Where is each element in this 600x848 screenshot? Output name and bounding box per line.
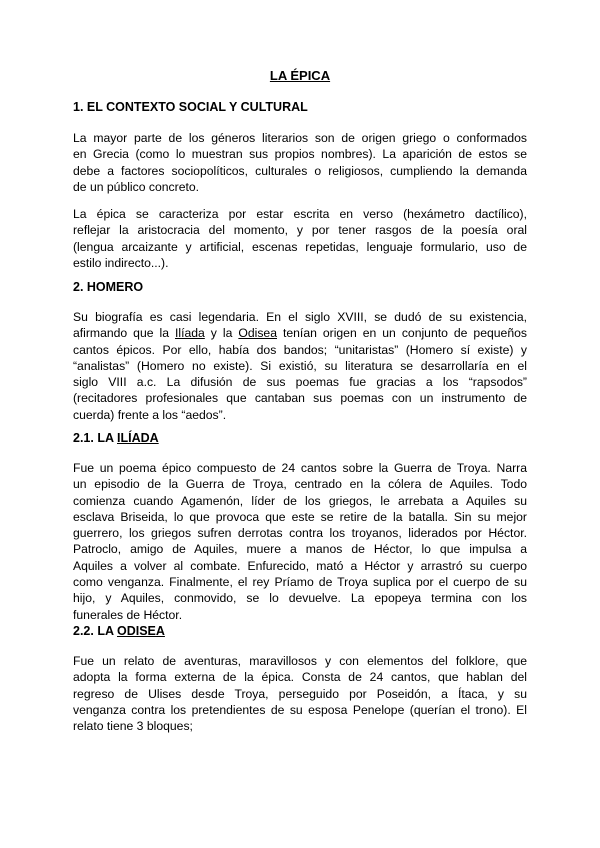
text-line: comienza cuando Agamenón, líder de los griegos, le arrebata a Aquiles su [73,493,527,508]
text-line: siglo VIII a.c. La difusión de sus poemas fue gracias a los “rapsodos” [73,375,527,390]
section-2-paragraph [73,309,527,423]
text-line: (lengua arcaizante y artificial, escenas repetidas, lenguaje formulario, uso de [73,239,527,254]
text-line: Su biografía es casi legendaria. En el siglo XVIII, se dudó de su existencia, [73,310,527,324]
iliada-title-link: Ilíada [174,326,205,341]
text-line: La mayor parte de los géneros literarios son de origen griego o conformados [73,131,527,145]
text-fragment: afirmando que la [73,326,175,341]
text-line: venganza contra los pretendientes de su esposa Penelope (querían el trono). El [73,702,527,717]
text-line: cantos épicos. Por ello, había dos bandos; “unitaristas” (Homero sí existe) y [73,342,527,357]
text-line: cuerda) frente a los “aedos”. [73,407,227,422]
text-line: guerrero, los griegos sufren derrotas contra los troyanos, liderados por Héctor. [73,526,527,541]
heading-title: ILÍADA [117,431,159,445]
text-line: Fue un relato de aventuras, maravillosos y con elementos del folklore, que [73,654,527,668]
section-2-heading: 2. HOMERO [73,280,144,294]
text-line: Patroclo, amigo de Aquiles, muere a manos de Héctor, lo que impulsa a [73,542,527,557]
text-line: esclava Briseida, lo que provoca que este se retire de la batalla. Sin su mejor [73,509,527,524]
text-line: Fue un poema épico compuesto de 24 cantos sobre la Guerra de Troya. Narra [73,461,527,475]
text-line: Aquiles a volver al combate. Enfurecido, mató a Héctor y arrastró su cuerpo [73,558,527,573]
heading-prefix: 2.2. LA [73,624,117,638]
text-line: reflejar la aristocracia del momento, y por tener rasgos de la poesía oral [73,223,527,238]
text-line: regreso de Ulises desde Troya, perseguido por Poseidón, a Ítaca, y su [73,686,527,701]
section-2-2-heading [73,624,165,638]
section-1-heading: 1. EL CONTEXTO SOCIAL Y CULTURAL [73,100,308,114]
text-line: de un público concreto. [73,179,200,194]
section-2-2-paragraph [73,653,527,734]
text-line: (recitadores profesionales que cantaban sus poemas con un instrumento de [73,391,527,406]
text-line-with-titles [73,325,527,341]
text-fragment: tenían origen en un conjunto de pequeños [277,326,527,341]
text-line: adopta la forma externa de la épica. Consta de 24 cantos, que hablan del [73,670,527,685]
text-fragment: y la [204,326,239,341]
heading-title: ODISEA [117,624,165,638]
odisea-title-link: Odisea [238,326,277,341]
text-line: como venganza. Finalmente, el rey Príamo de Troya suplica por el cuerpo de su [73,575,527,590]
text-line: debe a factores sociopolíticos, culturales o religiosos, cumpliendo la demanda [73,163,527,178]
text-line: La épica se caracteriza por estar escrita en verso (hexámetro dactílico), [73,207,527,221]
section-1-paragraph-1 [73,130,527,195]
section-1-paragraph-2 [73,206,527,271]
text-line: “analistas” (Homero no existe). Si existió, su literatura se desarrollaría en el [73,358,527,373]
text-line: relato tiene 3 bloques; [73,719,193,734]
document-title: LA ÉPICA [269,68,331,83]
text-line: hijo, y Aquiles, conmovido, se lo devuelve. La epopeya termina con los [73,591,527,606]
text-line: funerales de Héctor. [73,607,183,622]
text-line: estilo indirecto...). [73,255,169,270]
text-line: un episodio de la Guerra de Troya, centrado en la cólera de Aquiles. Todo [73,477,527,492]
text-line: en Grecia (como lo muestran sus propios nombres). La aparición de estos se [73,147,527,162]
section-2-1-heading [73,431,159,445]
heading-prefix: 2.1. LA [73,431,117,445]
section-2-1-paragraph [73,460,527,623]
